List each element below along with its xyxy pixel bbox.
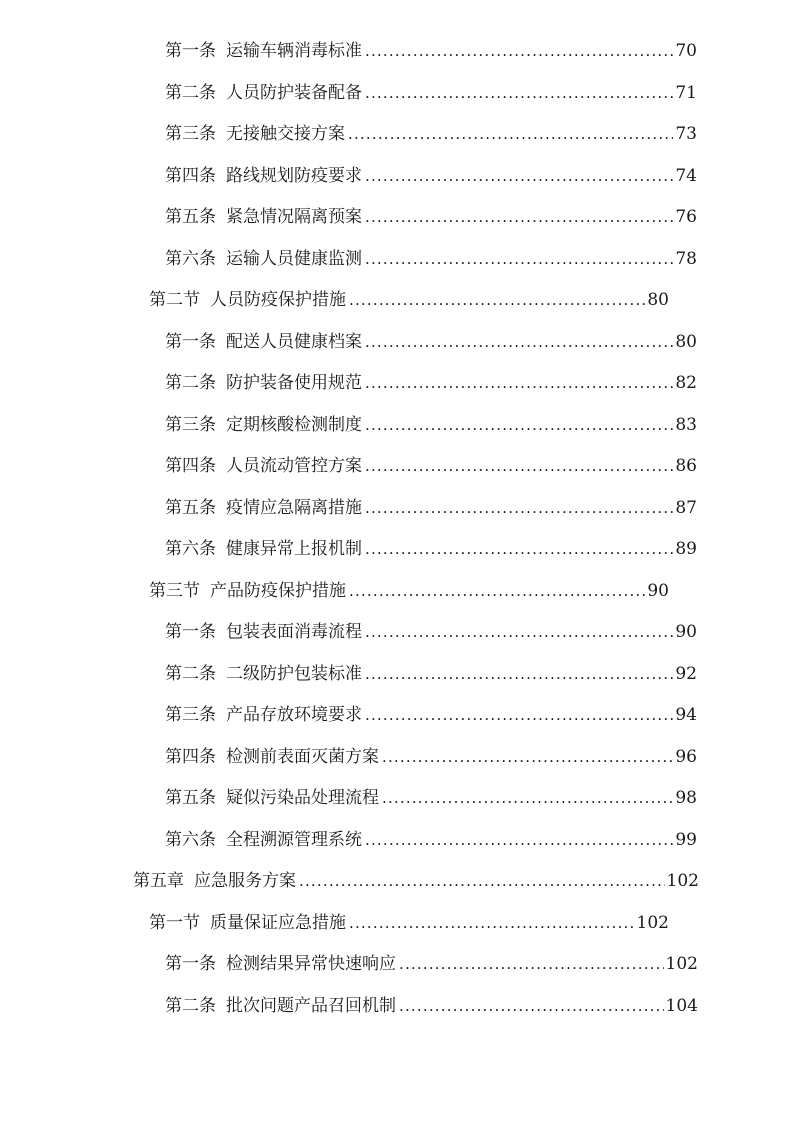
toc-entry-title: 健康异常上报机制: [226, 539, 362, 559]
toc-entry-number: 第二条: [165, 82, 216, 103]
toc-entry-page: 96: [675, 746, 697, 767]
toc-entry-page: 73: [675, 124, 697, 144]
toc-entry-page: 87: [675, 497, 697, 518]
toc-entry-title: 全程溯源管理系统: [226, 829, 362, 850]
toc-entry[interactable]: [0, 986, 698, 1028]
toc-entry-number: 第一条: [165, 331, 216, 352]
toc-entry-title: 疫情应急隔离措施: [226, 497, 362, 518]
toc-entry[interactable]: [0, 114, 697, 156]
toc-entry-page: 70: [675, 41, 697, 61]
toc-entry-number: 第四条: [165, 165, 216, 186]
toc-entry[interactable]: [0, 446, 697, 488]
toc-entry-title: 配送人员健康档案: [226, 331, 362, 352]
dot-leader: [365, 197, 673, 239]
toc-entry-number: 第一节: [149, 912, 200, 933]
toc-entry-page: 90: [647, 580, 669, 601]
dot-leader: [382, 778, 673, 820]
toc-entry-page: 76: [675, 207, 697, 227]
toc-entry[interactable]: [0, 529, 697, 571]
toc-entry[interactable]: [0, 405, 697, 447]
toc-entry-title: 运输人员健康监测: [226, 248, 362, 269]
dot-leader: [399, 944, 664, 986]
toc-entry-title: 检测结果异常快速响应: [226, 954, 396, 974]
toc-entry-title: 批次问题产品召回机制: [226, 995, 396, 1016]
toc-entry-title: 运输车辆消毒标准: [226, 41, 362, 61]
toc-section-entry[interactable]: [0, 280, 669, 322]
toc-entry-page: 78: [675, 248, 697, 269]
toc-entry-page: 102: [666, 871, 699, 891]
toc-entry[interactable]: [0, 156, 697, 198]
toc-entry-title: 无接触交接方案: [226, 124, 345, 144]
toc-entry-page: 82: [675, 373, 697, 393]
toc-entry-number: 第二条: [165, 373, 216, 393]
toc-entry-number: 第五条: [165, 207, 216, 227]
toc-entry-title: 人员防护装备配备: [226, 82, 362, 103]
toc-entry-page: 104: [665, 995, 698, 1016]
toc-entry-number: 第二条: [165, 995, 216, 1016]
toc-entry-title: 定期核酸检测制度: [226, 414, 362, 435]
toc-entry-title: 防护装备使用规范: [226, 373, 362, 393]
toc-entry-page: 102: [665, 954, 698, 974]
toc-entry-number: 第一条: [165, 622, 216, 642]
dot-leader: [365, 654, 673, 696]
toc-entry-title: 路线规划防疫要求: [226, 165, 362, 186]
toc-entry[interactable]: [0, 737, 697, 779]
dot-leader: [365, 156, 673, 198]
toc-entry[interactable]: [0, 31, 697, 73]
dot-leader: [365, 529, 673, 571]
toc-entry[interactable]: [0, 944, 698, 986]
toc-entry-number: 第二条: [165, 663, 216, 684]
toc-entry-number: 第六条: [165, 248, 216, 269]
dot-leader: [349, 571, 645, 613]
toc-entry-page: 83: [675, 414, 697, 435]
toc-entry[interactable]: [0, 778, 697, 820]
toc-entry-number: 第六条: [165, 829, 216, 850]
dot-leader: [348, 114, 673, 156]
toc-entry[interactable]: [0, 322, 697, 364]
toc-entry-page: 74: [675, 165, 697, 186]
dot-leader: [365, 322, 673, 364]
toc-entry-page: 80: [647, 290, 669, 310]
toc-entry-number: 第四条: [165, 456, 216, 476]
dot-leader: [365, 363, 673, 405]
toc-entry-page: 71: [675, 82, 697, 103]
toc-entry-page: 102: [636, 912, 669, 933]
toc-section-entry[interactable]: [0, 571, 669, 613]
toc-entry-number: 第三条: [165, 705, 216, 725]
dot-leader: [365, 820, 673, 862]
toc-entry-page: 90: [675, 622, 697, 642]
dot-leader: [365, 239, 673, 281]
toc-entry-title: 质量保证应急措施: [210, 912, 346, 933]
toc-entry[interactable]: [0, 695, 697, 737]
toc-entry-number: 第二节: [149, 290, 200, 310]
dot-leader: [365, 695, 673, 737]
toc-entry-title: 包装表面消毒流程: [226, 622, 362, 642]
dot-leader: [349, 903, 635, 945]
toc-entry[interactable]: [0, 197, 697, 239]
toc-entry[interactable]: [0, 363, 697, 405]
toc-entry-page: 98: [675, 788, 697, 808]
toc-chapter-entry[interactable]: [0, 861, 699, 903]
toc-entry-title: 人员防疫保护措施: [210, 290, 346, 310]
toc-entry-number: 第五章: [133, 871, 184, 891]
toc-entry[interactable]: [0, 612, 697, 654]
toc-entry-number: 第三节: [149, 580, 200, 601]
dot-leader: [365, 405, 673, 447]
dot-leader: [365, 73, 673, 115]
toc-section-entry[interactable]: [0, 903, 669, 945]
toc-entry-number: 第五条: [165, 788, 216, 808]
toc-entry-title: 检测前表面灭菌方案: [226, 746, 379, 767]
toc-entry-number: 第三条: [165, 124, 216, 144]
toc-entry-number: 第五条: [165, 497, 216, 518]
toc-entry-title: 疑似污染品处理流程: [226, 788, 379, 808]
toc-entry-page: 89: [675, 539, 697, 559]
toc-entry[interactable]: [0, 73, 697, 115]
toc-entry-page: 86: [675, 456, 697, 476]
toc-entry[interactable]: [0, 820, 697, 862]
toc-entry-title: 紧急情况隔离预案: [226, 207, 362, 227]
dot-leader: [365, 488, 673, 530]
dot-leader: [365, 446, 673, 488]
toc-entry-page: 92: [675, 663, 697, 684]
toc-entry-title: 产品防疫保护措施: [210, 580, 346, 601]
toc-entry[interactable]: [0, 488, 697, 530]
dot-leader: [299, 861, 665, 903]
toc-entry-number: 第六条: [165, 539, 216, 559]
toc-entry-title: 人员流动管控方案: [226, 456, 362, 476]
toc-entry[interactable]: [0, 239, 697, 281]
toc-entry-page: 99: [675, 829, 697, 850]
dot-leader: [349, 280, 645, 322]
dot-leader: [382, 737, 673, 779]
toc-entry-title: 产品存放环境要求: [226, 705, 362, 725]
toc-entry-title: 应急服务方案: [194, 871, 296, 891]
toc-entry-page: 80: [675, 331, 697, 352]
dot-leader: [365, 31, 673, 73]
toc-entry[interactable]: [0, 654, 697, 696]
toc-entry-number: 第四条: [165, 746, 216, 767]
toc-entry-number: 第一条: [165, 41, 216, 61]
toc-entry-number: 第三条: [165, 414, 216, 435]
toc-entry-page: 94: [675, 705, 697, 725]
toc-entry-number: 第一条: [165, 954, 216, 974]
dot-leader: [365, 612, 673, 654]
dot-leader: [399, 986, 664, 1028]
toc-entry-title: 二级防护包装标准: [226, 663, 362, 684]
table-of-contents: [0, 31, 793, 1027]
